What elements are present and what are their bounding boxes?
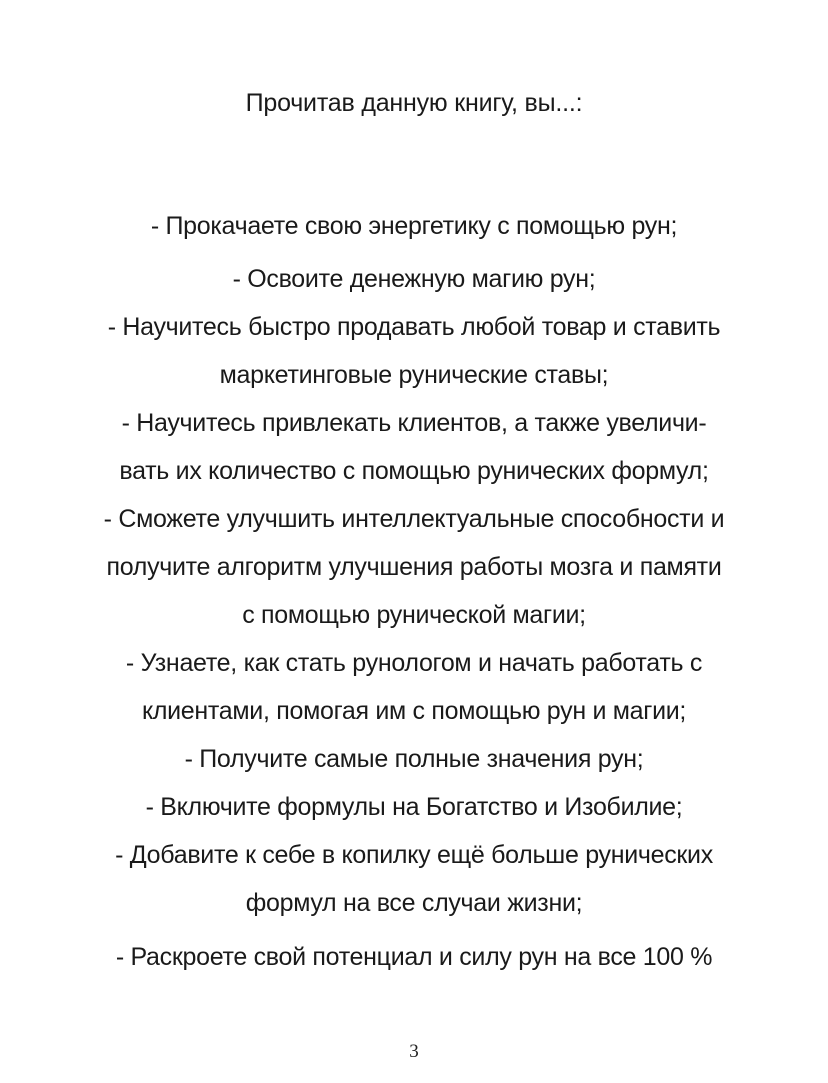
list-item-line: - Сможете улучшить интеллектуальные способности и	[103, 505, 725, 533]
list-item-line: - Освоите денежную магию рун;	[232, 265, 596, 293]
list-item-line: - Включите формулы на Богатство и Изобилие;	[145, 793, 683, 821]
list-item-line: - Научитесь быстро продавать любой товар и ставить	[107, 313, 721, 341]
list-item-line: маркетинговые рунические ставы;	[219, 361, 609, 389]
list-item-line: - Добавите к себе в копилку ещё больше рунических	[115, 841, 713, 869]
list-item-line: - Прокачаете свою энергетику с помощью рун;	[150, 212, 678, 240]
list-item-line: - Получите самые полные значения рун;	[184, 745, 644, 773]
page-heading: Прочитав данную книгу, вы...:	[245, 89, 583, 117]
list-item-line: с помощью рунической магии;	[242, 601, 586, 629]
list-item-line: формул на все случаи жизни;	[245, 889, 583, 917]
list-item-line: клиентами, помогая им с помощью рун и магии;	[141, 697, 687, 725]
list-item-line: - Научитесь привлекать клиентов, а также увеличи-	[121, 409, 707, 437]
list-item-line: вать их количество с помощью рунических формул;	[119, 457, 709, 485]
list-item-line: - Узнаете, как стать рунологом и начать работать с	[125, 649, 703, 677]
list-item-line: получите алгоритм улучшения работы мозга и памяти	[106, 553, 722, 581]
page-number: 3	[409, 1041, 419, 1062]
list-item-line: - Раскроете свой потенциал и силу рун на все 100 %	[115, 943, 713, 971]
